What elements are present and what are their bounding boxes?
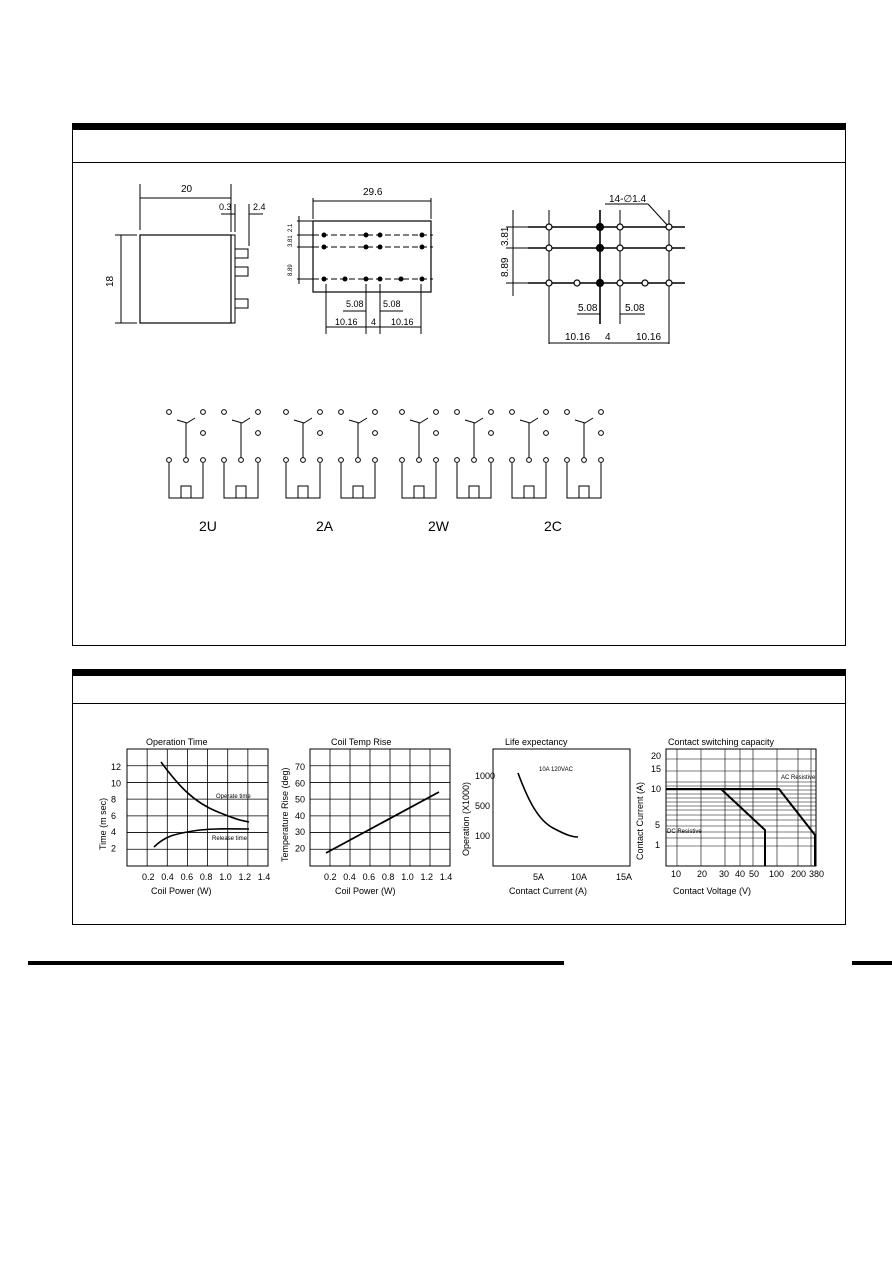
wiring-2u-contact	[256, 431, 261, 436]
wiring-2a-terminal	[356, 458, 361, 463]
wiring-2u-coil	[236, 486, 246, 498]
wiring-2w-contact	[400, 410, 405, 415]
wiring-2a-coil	[353, 486, 363, 498]
chart1-xtick: 0.6	[180, 872, 194, 882]
chart1-label-operate: Operate time	[216, 794, 251, 800]
chart2-ytick: 60	[295, 778, 306, 789]
pcb-layout	[506, 204, 685, 344]
chart1-ytick: 8	[111, 794, 117, 805]
contact-switching-chart	[651, 749, 824, 879]
chart1-ytick: 12	[111, 762, 122, 772]
chart2-ytick: 40	[295, 810, 306, 821]
chart1-xtick: 0.2	[142, 872, 155, 882]
chart1-title: Operation Time	[146, 737, 208, 747]
wiring-label-2a: 2A	[316, 518, 334, 534]
chart4-ytick: 5	[655, 820, 661, 830]
chart3-xtick: 5A	[533, 872, 545, 882]
dim-pcb-r2: 8.89	[500, 257, 511, 277]
characteristics-panel	[72, 669, 846, 925]
chart1-xlabel: Coil Power (W)	[151, 886, 212, 896]
chart2-ytick: 70	[295, 762, 306, 772]
wiring-2u-terminal	[222, 458, 227, 463]
life-expectancy-curve	[518, 773, 578, 837]
chart4-xtick: 380	[809, 869, 825, 879]
chart3-ytick: 1000	[475, 771, 496, 781]
front-pins	[322, 233, 425, 282]
wiring-2w-terminal	[417, 458, 422, 463]
chart2-xtick: 1.4	[439, 872, 453, 882]
chart1-xtick: 1.0	[219, 872, 232, 882]
chart2-xtick: 0.6	[362, 872, 376, 882]
chart4-xtick: 50	[749, 869, 760, 879]
chart2-xtick: 1.0	[401, 872, 414, 882]
wiring-2a-contact	[339, 410, 344, 415]
dim-front-q3: 10.16	[391, 317, 414, 327]
dim-pcb-q3: 10.16	[636, 332, 662, 343]
wiring-label-2u: 2U	[199, 518, 217, 534]
chart2-ytick: 50	[295, 794, 306, 805]
wiring-2a-terminal	[339, 458, 344, 463]
chart4-xtick: 30	[719, 869, 730, 879]
wiring-2a-armature	[294, 418, 312, 423]
side-view	[115, 184, 263, 323]
chart4-ytick: 20	[651, 751, 662, 761]
dim-front-q2: 4	[371, 317, 377, 327]
wiring-2c-armature	[520, 418, 538, 423]
chart2-xlabel: Coil Power (W)	[335, 886, 396, 896]
wiring-2a-contact	[318, 431, 323, 436]
wiring-2c-terminal	[527, 458, 532, 463]
dim-side-height: 18	[105, 275, 116, 287]
dc-resistive-curve	[666, 789, 765, 866]
dim-pcb-p2: 5.08	[625, 303, 645, 314]
dim-front-p1: 5.08	[346, 299, 364, 309]
wiring-2c-contact	[544, 410, 549, 415]
wiring-2a-armature	[349, 418, 367, 423]
wiring-2w-coil	[414, 486, 424, 498]
chart4-ylabel: Contact Current (A)	[635, 781, 645, 860]
wiring-2u-contact	[201, 410, 206, 415]
wiring-2c-contact	[510, 410, 515, 415]
dim-front-r3: 8.89	[288, 264, 294, 276]
chart3-label-load: 10A 120VAC	[539, 767, 573, 773]
footer-rule-right	[852, 961, 892, 965]
wiring-2c-terminal	[510, 458, 515, 463]
wiring-2c-terminal	[544, 458, 549, 463]
chart4-ytick: 15	[651, 764, 662, 774]
wiring-2a-contact	[318, 410, 323, 415]
chart1-xtick: 1.2	[238, 872, 252, 882]
wiring-diagrams	[167, 410, 604, 498]
chart1-frame	[127, 749, 268, 866]
wiring-2a-contact	[373, 410, 378, 415]
wiring-2a-terminal	[284, 458, 289, 463]
wiring-2u-contact	[167, 410, 172, 415]
wiring-2u-armature	[232, 418, 250, 423]
wiring-2w-terminal	[455, 458, 460, 463]
dimension-drawings	[73, 124, 845, 645]
front-view	[297, 198, 433, 334]
chart3-ytick: 100	[475, 831, 491, 841]
ac-resistive-curve	[666, 789, 815, 866]
chart4-label-ac: AC Resistive	[781, 775, 816, 781]
dim-pcb-r1: 3.81	[500, 226, 511, 246]
chart3-xtick: 15A	[616, 872, 633, 882]
wiring-2w-terminal	[400, 458, 405, 463]
dim-pcb-hole: 14-∅1.4	[609, 194, 647, 205]
wiring-2a-contact	[284, 410, 289, 415]
chart4-xtick: 10	[671, 869, 682, 879]
dim-side-width: 20	[181, 184, 193, 195]
pcb-holes	[546, 224, 672, 287]
chart4-label-dc: DC Resistive	[667, 829, 702, 835]
chart2-ytick: 20	[295, 843, 306, 854]
wiring-2a-terminal	[373, 458, 378, 463]
chart1-xtick: 0.4	[161, 872, 174, 882]
wiring-2c-terminal	[582, 458, 587, 463]
coil-temp-rise-chart	[295, 749, 452, 882]
chart2-xtick: 0.2	[324, 872, 337, 882]
wiring-label-2w: 2W	[428, 518, 449, 534]
operation-time-chart	[111, 749, 270, 882]
chart4-title: Contact switching capacity	[668, 737, 775, 747]
chart1-ytick: 10	[111, 778, 122, 789]
dimensions-panel	[72, 123, 846, 646]
wiring-2u-contact	[201, 431, 206, 436]
chart2-xtick: 1.2	[420, 872, 434, 882]
dim-front-r2: 3.81	[288, 235, 294, 247]
temp-rise-line	[326, 792, 439, 853]
chart1-xtick: 1.4	[257, 872, 271, 882]
wiring-2u-terminal	[239, 458, 244, 463]
chart2-ytick: 30	[295, 827, 306, 838]
wiring-2u-armature	[177, 418, 195, 423]
wiring-2c-coil	[579, 486, 589, 498]
wiring-2u-contact	[256, 410, 261, 415]
chart1-ytick: 2	[111, 843, 117, 854]
life-expectancy-chart	[475, 749, 632, 882]
wiring-2u-coil	[181, 486, 191, 498]
wiring-2c-contact	[599, 431, 604, 436]
chart4-xtick: 100	[769, 869, 785, 879]
chart4-ytick: 10	[651, 784, 662, 794]
chart2-ylabel: Temperature Rise (deg)	[280, 767, 290, 862]
chart1-ytick: 4	[111, 827, 117, 838]
wiring-2w-terminal	[489, 458, 494, 463]
wiring-2w-armature	[465, 418, 483, 423]
chart4-xtick: 40	[735, 869, 746, 879]
dim-front-q1: 10.16	[335, 317, 358, 327]
operate-time-curve	[161, 762, 249, 822]
wiring-2w-contact	[434, 410, 439, 415]
dim-front-p2: 5.08	[383, 299, 401, 309]
dim-side-gap: 0.3	[219, 202, 232, 212]
dim-pcb-q2: 4	[605, 332, 611, 343]
wiring-2u-terminal	[184, 458, 189, 463]
chart1-label-release: Release time	[212, 836, 248, 842]
wiring-2a-terminal	[318, 458, 323, 463]
wiring-2a-terminal	[301, 458, 306, 463]
dim-pcb-q1: 10.16	[565, 332, 591, 343]
chart4-xlabel: Contact Voltage (V)	[673, 886, 752, 896]
chart1-ylabel: Time (m sec)	[98, 797, 108, 850]
wiring-2c-contact	[565, 410, 570, 415]
dim-side-pin: 2.4	[253, 202, 266, 212]
footer-rule-left	[28, 961, 564, 965]
wiring-2u-terminal	[201, 458, 206, 463]
chart2-title: Coil Temp Rise	[331, 737, 392, 747]
wiring-2w-armature	[410, 418, 428, 423]
chart4-xtick: 200	[791, 869, 807, 879]
chart4-ytick: 1	[655, 840, 661, 850]
dim-pcb-p1: 5.08	[578, 303, 598, 314]
wiring-2w-coil	[469, 486, 479, 498]
wiring-2w-terminal	[434, 458, 439, 463]
wiring-2u-terminal	[256, 458, 261, 463]
wiring-2a-contact	[373, 431, 378, 436]
chart2-frame	[310, 749, 450, 866]
wiring-2w-contact	[489, 410, 494, 415]
wiring-label-2c: 2C	[544, 518, 562, 534]
wiring-2c-contact	[544, 431, 549, 436]
wiring-2w-contact	[434, 431, 439, 436]
wiring-2c-terminal	[565, 458, 570, 463]
wiring-2w-contact	[489, 431, 494, 436]
wiring-2c-armature	[575, 418, 593, 423]
dim-front-width: 29.6	[363, 187, 383, 198]
wiring-2c-terminal	[599, 458, 604, 463]
dim-front-r1: 2.1	[288, 223, 294, 232]
chart3-ylabel: Operation (X1000)	[461, 781, 471, 856]
chart3-ytick: 500	[475, 801, 491, 811]
wiring-2a-coil	[298, 486, 308, 498]
wiring-2c-coil	[524, 486, 534, 498]
wiring-2w-contact	[455, 410, 460, 415]
chart4-xtick: 20	[697, 869, 708, 879]
chart2-xtick: 0.8	[381, 872, 395, 882]
chart2-xtick: 0.4	[343, 872, 356, 882]
wiring-2w-terminal	[472, 458, 477, 463]
chart3-xtick: 10A	[571, 872, 588, 882]
chart3-xlabel: Contact Current (A)	[509, 886, 588, 896]
wiring-2u-contact	[222, 410, 227, 415]
wiring-2c-contact	[599, 410, 604, 415]
wiring-2u-terminal	[167, 458, 172, 463]
chart1-xtick: 0.8	[199, 872, 213, 882]
chart3-title: Life expectancy	[505, 737, 568, 747]
chart1-ytick: 6	[111, 810, 117, 821]
characteristic-charts	[73, 670, 845, 924]
